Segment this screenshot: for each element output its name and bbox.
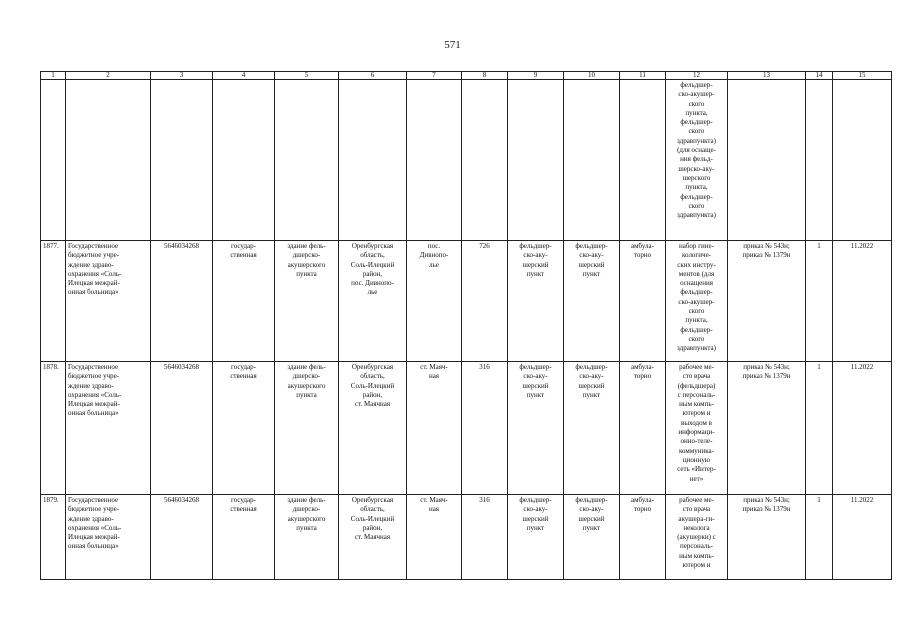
- equipment-cell: набор гине- кологиче- ских инстру- ментов (для оснащения фельдшер- ско-акушер- ского пункта, фельдшер- ского здравпункта): [666, 241, 728, 362]
- facility-type-cell: фельдшер- ско-аку- шерский пункт: [508, 241, 564, 362]
- row-number-cell: 1879.: [41, 495, 66, 580]
- order-cell: приказ № 543н; приказ № 1379н: [728, 362, 806, 495]
- column-number: 8: [462, 72, 508, 80]
- table-row: [41, 362, 892, 495]
- settlement-cell: пос. Дивнопо- лье: [407, 241, 462, 362]
- ownership-cell: государ- ственная: [213, 362, 275, 495]
- facility-type-cell: фельдшер- ско-аку- шерский пункт: [508, 495, 564, 580]
- population-cell: 726: [462, 241, 508, 362]
- equipment-cell: рабочее ме- сто врача (фельдшера) с персональ- ным компь- ютером и выходом в информаци- онно-теле- коммуника- ционную сеть «Интер- нет»: [666, 362, 728, 495]
- equipment-cell: фельдшер- ско-акушер- ского пункта, фельдшер- ского здравпункта) (для оснаще- ния фельд- шерско-аку- шерского пункта, фельдшер- ского здравпункта): [666, 80, 728, 241]
- organization-cell: Государственное бюджетное учре- ждение здраво- охранения «Соль- Илецкая межрай- онная больница»: [66, 241, 151, 362]
- column-number: 3: [151, 72, 213, 80]
- column-number: 6: [339, 72, 407, 80]
- column-number: 10: [564, 72, 620, 80]
- column-number-row: [41, 72, 892, 80]
- settlement-cell: ст. Маяч- ная: [407, 362, 462, 495]
- unit-type-cell: фельдшер- ско-аку- шерский пункт: [564, 495, 620, 580]
- table-row-continuation: [41, 80, 892, 241]
- unit-type-cell: фельдшер- ско-аку- шерский пункт: [564, 362, 620, 495]
- column-number: 5: [275, 72, 339, 80]
- quantity-cell: 1: [806, 362, 833, 495]
- care-mode-cell: амбула- торно: [620, 362, 666, 495]
- unit-type-cell: фельдшер- ско-аку- шерский пункт: [564, 241, 620, 362]
- address-cell: Оренбургская область, Соль-Илецкий район, пос. Дивнопо- лье: [339, 241, 407, 362]
- address-cell: Оренбургская область, Соль-Илецкий район, ст. Маячная: [339, 495, 407, 580]
- date-cell: 11.2022: [833, 495, 892, 580]
- equipment-cell: рабочее ме- сто врача акушера-ги- неколога (акушерки) с персональ- ным компь- ютером и: [666, 495, 728, 580]
- order-cell: приказ № 543н; приказ № 1379н: [728, 495, 806, 580]
- order-cell: приказ № 543н; приказ № 1379н: [728, 241, 806, 362]
- date-cell: 11.2022: [833, 241, 892, 362]
- building-cell: здание фель- дшерско- акушерского пункта: [275, 495, 339, 580]
- table-row: [41, 495, 892, 580]
- inn-cell: 5646034268: [151, 362, 213, 495]
- row-number-cell: 1877.: [41, 241, 66, 362]
- column-number: 2: [66, 72, 151, 80]
- column-number: 14: [806, 72, 833, 80]
- ownership-cell: государ- ственная: [213, 495, 275, 580]
- quantity-cell: 1: [806, 241, 833, 362]
- organization-cell: Государственное бюджетное учре- ждение здраво- охранения «Соль- Илецкая межрай- онная больница»: [66, 362, 151, 495]
- page-number: 571: [444, 39, 461, 51]
- settlement-cell: ст. Маяч- ная: [407, 495, 462, 580]
- column-number: 11: [620, 72, 666, 80]
- date-cell: 11.2022: [833, 362, 892, 495]
- ownership-cell: государ- ственная: [213, 241, 275, 362]
- population-cell: 316: [462, 362, 508, 495]
- population-cell: 316: [462, 495, 508, 580]
- address-cell: Оренбургская область, Соль-Илецкий район, ст. Маячная: [339, 362, 407, 495]
- care-mode-cell: амбула- торно: [620, 495, 666, 580]
- care-mode-cell: амбула- торно: [620, 241, 666, 362]
- table-row: [41, 241, 892, 362]
- inn-cell: 5646034268: [151, 495, 213, 580]
- building-cell: здание фель- дшерско- акушерского пункта: [275, 241, 339, 362]
- row-number-cell: 1878.: [41, 362, 66, 495]
- column-number: 4: [213, 72, 275, 80]
- building-cell: здание фель- дшерско- акушерского пункта: [275, 362, 339, 495]
- column-number: 9: [508, 72, 564, 80]
- quantity-cell: 1: [806, 495, 833, 580]
- facility-type-cell: фельдшер- ско-аку- шерский пункт: [508, 362, 564, 495]
- register-table: [40, 71, 892, 580]
- column-number: 7: [407, 72, 462, 80]
- column-number: 12: [666, 72, 728, 80]
- column-number: 1: [41, 72, 66, 80]
- inn-cell: 5646034268: [151, 241, 213, 362]
- column-number: 15: [833, 72, 892, 80]
- column-number: 13: [728, 72, 806, 80]
- organization-cell: Государственное бюджетное учре- ждение здраво- охранения «Соль- Илецкая межрай- онная больница»: [66, 495, 151, 580]
